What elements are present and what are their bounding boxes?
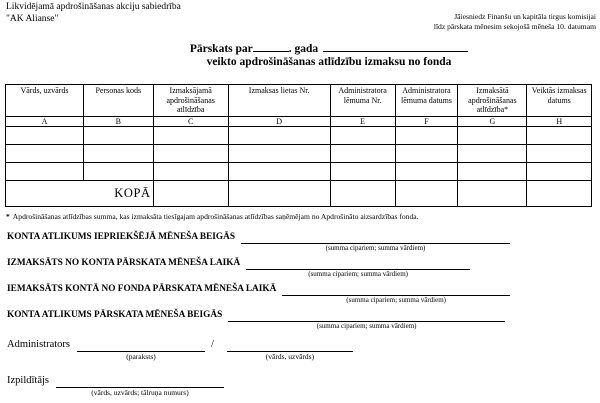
executor-caption: (vārds, uzvārds; tālruņa numurs) xyxy=(91,388,189,397)
empty-cell xyxy=(395,127,458,145)
column-header-admin-decision-date: Administratora lēmuma datums xyxy=(395,85,458,117)
company-name-block xyxy=(6,2,181,31)
administrator-signature-field[interactable] xyxy=(77,338,205,361)
empty-cell xyxy=(83,127,153,145)
column-header-payable-indemnity: Izmaksājamā apdrošināšanas atlīdzība xyxy=(153,85,228,117)
total-cell xyxy=(330,181,395,207)
empty-cell xyxy=(6,145,84,163)
signature-section xyxy=(7,338,353,403)
empty-cell xyxy=(153,163,228,181)
empty-cell xyxy=(330,145,395,163)
empty-cell xyxy=(153,127,228,145)
page-header xyxy=(6,2,596,31)
summary-caption: (summa cipariem; summa vārdiem) xyxy=(325,244,426,252)
total-cell xyxy=(395,181,458,207)
empty-cell xyxy=(83,163,153,181)
account-summary-section xyxy=(7,231,600,335)
total-cell xyxy=(228,181,330,207)
column-letter-h: H xyxy=(527,117,592,127)
total-label: KOPĀ xyxy=(6,181,154,207)
summary-label: KONTA ATLIKUMS PĀRSKATA MĒNEŠA BEIGĀS xyxy=(7,310,223,320)
footnote xyxy=(6,212,596,221)
empty-cell xyxy=(83,145,153,163)
column-header-admin-decision-no: Administratora lēmuma Nr. xyxy=(330,85,395,117)
summary-blank-field[interactable] xyxy=(241,231,510,252)
administrator-name-field[interactable] xyxy=(227,338,353,361)
column-letter-f: F xyxy=(395,117,458,127)
company-name-line1: Likvidējamā apdrošināšanas akciju sabiedrība xyxy=(6,2,181,12)
summary-label: IZMAKSĀTS NO KONTA PĀRSKATA MĒNEŠA LAIKĀ xyxy=(7,258,241,268)
month-blank-field[interactable] xyxy=(323,41,468,52)
summary-blank-field[interactable] xyxy=(228,309,505,330)
year-blank-field[interactable] xyxy=(253,41,289,52)
empty-cell xyxy=(458,163,527,181)
summary-caption: (summa cipariem; summa vārdiem) xyxy=(316,322,417,330)
signature-caption: (paraksts) xyxy=(126,352,156,361)
summary-caption: (summa cipariem; summa vārdiem) xyxy=(346,296,447,304)
executor-signature-row xyxy=(7,374,353,403)
slash-separator: / xyxy=(211,339,214,350)
table-row xyxy=(6,163,592,181)
summary-label: KONTA ATLIKUMS IEPRIEKŠĒJĀ MĒNEŠA BEIGĀS xyxy=(7,232,235,242)
column-letter-g: G xyxy=(458,117,527,127)
column-header-personal-code: Personas kods xyxy=(83,85,153,117)
total-cell xyxy=(527,181,592,207)
empty-cell xyxy=(527,127,592,145)
column-header-payout-case-no: Izmaksas lietas Nr. xyxy=(228,85,330,117)
empty-cell xyxy=(330,127,395,145)
table-letter-row xyxy=(6,117,592,127)
executor-name-field[interactable] xyxy=(56,374,224,397)
summary-label: IEMAKSĀTS KONTĀ NO FONDA PĀRSKATA MĒNEŠA LAIKĀ xyxy=(7,284,277,294)
submission-note-line2: līdz pārskata mēnesim sekojošā mēneša 10. datumam xyxy=(433,21,596,31)
column-letter-c: C xyxy=(153,117,228,127)
name-caption: (vārds, uzvārds) xyxy=(265,352,315,361)
empty-cell xyxy=(458,127,527,145)
empty-cell xyxy=(330,163,395,181)
total-row xyxy=(6,181,592,207)
empty-cell xyxy=(527,163,592,181)
summary-caption: (summa cipariem; summa vārdiem) xyxy=(308,270,408,278)
payouts-table xyxy=(5,84,592,207)
summary-line-paid-out xyxy=(7,257,600,283)
summary-line-opening-balance xyxy=(7,231,600,257)
company-name-line2: "AK Alianse" xyxy=(6,13,59,24)
title-middle: . gada xyxy=(288,43,319,55)
empty-cell xyxy=(458,145,527,163)
empty-cell xyxy=(228,145,330,163)
form-title-line2: veikto apdrošināšanas atlīdzību izmaksu no fonda xyxy=(206,56,452,68)
column-letter-a: A xyxy=(6,117,84,127)
column-header-name: Vārds, uzvārds xyxy=(6,85,84,117)
column-letter-d: D xyxy=(228,117,330,127)
empty-cell xyxy=(228,127,330,145)
column-letter-e: E xyxy=(330,117,395,127)
column-letter-b: B xyxy=(83,117,153,127)
empty-cell xyxy=(228,163,330,181)
empty-cell xyxy=(6,127,84,145)
footnote-asterisk: * xyxy=(6,212,10,221)
total-cell xyxy=(153,181,228,207)
executor-label: Izpildītājs xyxy=(7,375,49,386)
table-header-row xyxy=(6,85,592,117)
summary-blank-field[interactable] xyxy=(246,257,470,278)
empty-cell xyxy=(527,145,592,163)
empty-cell xyxy=(395,163,458,181)
administrator-label: Administrators xyxy=(7,339,70,350)
column-header-paid-indemnity: Izmaksātā apdrošināšanas atlīdzība* xyxy=(458,85,527,117)
column-header-payout-date: Veiktās izmaksas datums xyxy=(527,85,592,117)
total-cell xyxy=(458,181,527,207)
summary-line-closing-balance xyxy=(7,309,600,335)
administrator-signature-row xyxy=(7,338,353,374)
summary-line-paid-in xyxy=(7,283,600,309)
form-title xyxy=(0,41,600,69)
submission-note xyxy=(434,12,596,31)
summary-blank-field[interactable] xyxy=(282,283,510,304)
submission-note-line1: Jāiesniedz Finanšu un kapitāla tirgus komisijai xyxy=(454,12,596,21)
footnote-text: Apdrošināšanas atlīdzības summa, kas izmaksāta tiesīgajam apdrošināšanas atlīdzības saņēmējam no Apdrošināto aizsardzības fonda. xyxy=(12,212,419,221)
form-title-line1 xyxy=(58,41,600,56)
empty-cell xyxy=(395,145,458,163)
title-prefix: Pārskats par xyxy=(189,43,253,55)
table-row xyxy=(6,127,592,145)
table-row xyxy=(6,145,592,163)
empty-cell xyxy=(6,163,84,181)
empty-cell xyxy=(153,145,228,163)
